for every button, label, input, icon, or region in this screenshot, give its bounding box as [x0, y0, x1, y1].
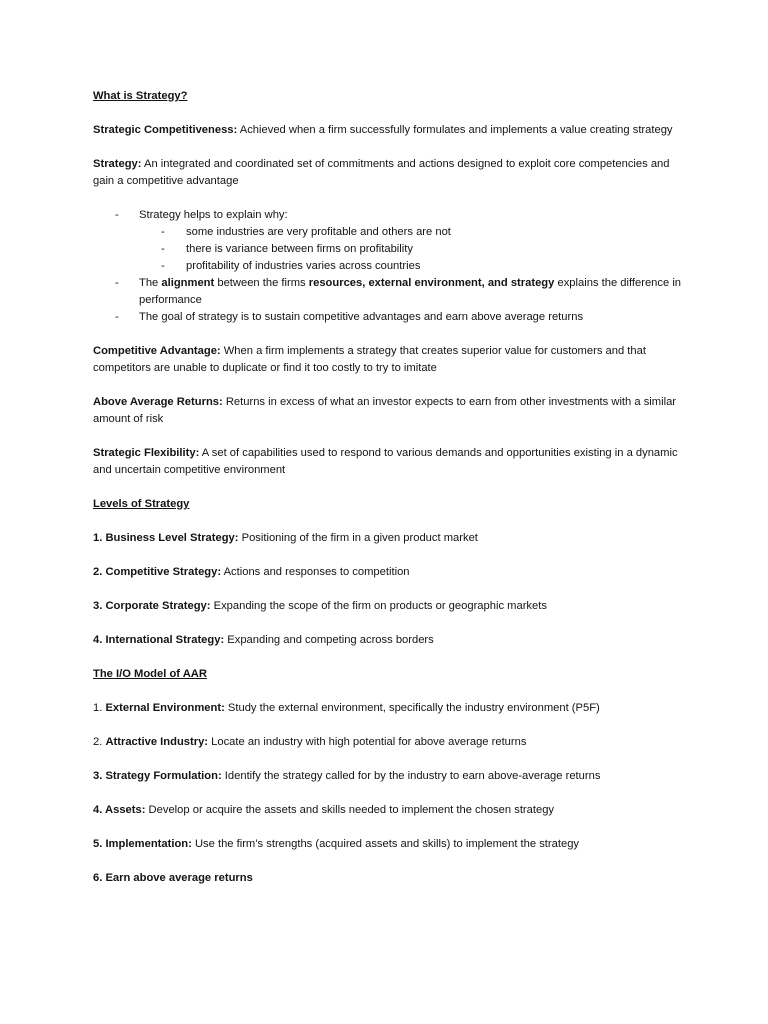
definition-text: A set of capabilities used to respond to various demands and opportunities existing in a dynamic and uncertain competitive environment: [93, 447, 678, 476]
spacer: [93, 615, 683, 632]
bullet-explain: [93, 207, 683, 224]
definition-strategic-flexibility: [93, 445, 683, 479]
definition-text: Achieved when a firm successfully formulates and implements a value creating strategy: [237, 124, 673, 136]
spacer: [93, 717, 683, 734]
term: Strategic Competitiveness:: [93, 124, 238, 136]
sub-bullet-text: some industries are very profitable and others are not: [186, 226, 451, 238]
spacer: [93, 377, 683, 394]
document-page: [93, 88, 683, 887]
dash: -: [161, 260, 165, 272]
dash: -: [115, 209, 119, 221]
io-step-term: 3. Strategy Formulation:: [93, 770, 222, 782]
sub-bullet-text: profitability of industries varies across countries: [186, 260, 421, 272]
io-step: [93, 870, 683, 887]
level-item: [93, 530, 683, 547]
spacer: [93, 683, 683, 700]
bullet-text-post: explains the difference in performance: [139, 277, 682, 306]
sub-bullet: [93, 241, 683, 258]
level-text: Expanding the scope of the firm on products or geographic markets: [210, 600, 547, 612]
spacer: [93, 326, 683, 343]
level-text: Actions and responses to competition: [221, 566, 410, 578]
spacer: [93, 751, 683, 768]
section-heading-io-model: The I/O Model of AAR: [93, 668, 207, 680]
term: Above Average Returns:: [93, 396, 223, 408]
spacer: [93, 190, 683, 207]
level-item: [93, 564, 683, 581]
level-text: Expanding and competing across borders: [224, 634, 434, 646]
bullet-goal: [93, 309, 683, 326]
io-step-dot: .: [99, 702, 106, 714]
dash: -: [115, 277, 119, 289]
term: Competitive Advantage:: [93, 345, 221, 357]
spacer: [93, 819, 683, 836]
io-step: [93, 700, 683, 717]
bullet-alignment: [93, 275, 683, 309]
spacer: [93, 428, 683, 445]
definition-strategy: [93, 156, 683, 190]
bullet-text-pre: The: [139, 277, 162, 289]
spacer: [93, 105, 683, 122]
dash: -: [161, 243, 165, 255]
io-step-term: External Environment:: [105, 702, 225, 714]
level-term: 2. Competitive Strategy:: [93, 566, 222, 578]
dash: -: [161, 226, 165, 238]
level-item: [93, 598, 683, 615]
io-step: [93, 802, 683, 819]
bullet-text-mid: between the firms: [214, 277, 309, 289]
spacer: [93, 513, 683, 530]
bullet-text: The goal of strategy is to sustain competitive advantages and earn above average returns: [139, 311, 584, 323]
level-text: Positioning of the firm in a given product market: [238, 532, 478, 544]
io-step-text: Use the firm’s strengths (acquired assets and skills) to implement the strategy: [191, 838, 580, 850]
bullet-bold-factors: resources, external environment, and strategy: [308, 277, 555, 289]
io-step-dot: .: [99, 736, 106, 748]
term: Strategy:: [93, 158, 142, 170]
definition-text: An integrated and coordinated set of commitments and actions designed to exploit core competencies and gain a competitive advantage: [93, 158, 670, 187]
spacer: [93, 479, 683, 496]
io-step-term: 5. Implementation:: [93, 838, 192, 850]
io-step: [93, 768, 683, 785]
bullet-text: Strategy helps to explain why:: [139, 209, 288, 221]
level-term: 3. Corporate Strategy:: [93, 600, 211, 612]
sub-bullet: [93, 258, 683, 275]
io-step-number: 2: [93, 736, 100, 748]
io-step-term: 4. Assets:: [93, 804, 146, 816]
io-step-text: Study the external environment, specifically the industry environment (P5F): [224, 702, 600, 714]
io-step-term: Attractive Industry:: [105, 736, 209, 748]
spacer: [93, 139, 683, 156]
io-step-number: 1: [93, 702, 100, 714]
term: Strategic Flexibility:: [93, 447, 200, 459]
definition-strategic-competitiveness: [93, 122, 683, 139]
level-item: [93, 632, 683, 649]
dash: -: [115, 311, 119, 323]
io-step-text: Locate an industry with high potential for above average returns: [208, 736, 527, 748]
sub-bullet-text: there is variance between firms on profitability: [186, 243, 413, 255]
definition-text: When a firm implements a strategy that creates superior value for customers and that competitors are unable to duplicate or find it too costly to try to imitate: [93, 345, 646, 374]
spacer: [93, 853, 683, 870]
io-step: [93, 836, 683, 853]
sub-bullet: [93, 224, 683, 241]
io-step-text: Develop or acquire the assets and skills needed to implement the chosen strategy: [145, 804, 555, 816]
definition-text: Returns in excess of what an investor expects to earn from other investments with a similar amount of risk: [93, 396, 677, 425]
spacer: [93, 581, 683, 598]
bullet-bold-alignment: alignment: [161, 277, 215, 289]
definition-above-average-returns: [93, 394, 683, 428]
spacer: [93, 547, 683, 564]
spacer: [93, 785, 683, 802]
level-term: 1. Business Level Strategy:: [93, 532, 239, 544]
doc-title: What is Strategy?: [93, 90, 188, 102]
definition-competitive-advantage: [93, 343, 683, 377]
io-step-text: Identify the strategy called for by the industry to earn above-average returns: [221, 770, 601, 782]
io-step-term: 6. Earn above average returns: [93, 872, 253, 884]
section-heading-levels: Levels of Strategy: [93, 498, 190, 510]
level-term: 4. International Strategy:: [93, 634, 225, 646]
spacer: [93, 649, 683, 666]
io-step: [93, 734, 683, 751]
